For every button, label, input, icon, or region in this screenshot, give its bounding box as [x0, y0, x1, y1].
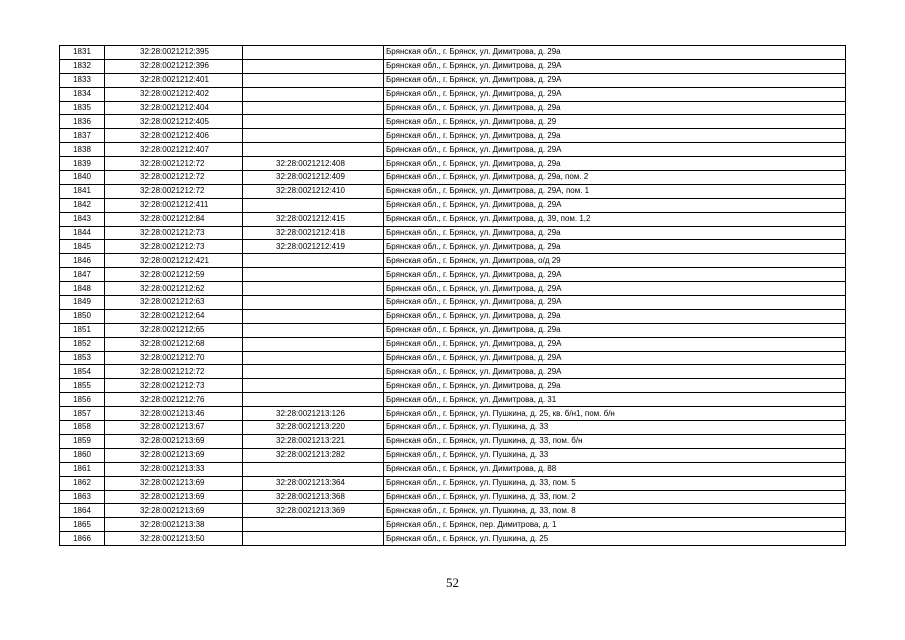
cadastral-number-cell: 32:28:0021212:72: [105, 157, 243, 171]
table-row: [60, 129, 846, 143]
cadastral-number-cell: 32:28:0021213:69: [105, 448, 243, 462]
table-row: [60, 226, 846, 240]
address-cell: Брянская обл., г. Брянск, ул. Пушкина, д. 33, пом. 5: [384, 476, 846, 490]
address-cell: Брянская обл., г. Брянск, ул. Димитрова, д. 29а: [384, 226, 846, 240]
cadastral-number-cell: 32:28:0021213:69: [105, 476, 243, 490]
object-cadastral-number-cell: [243, 296, 384, 310]
table-row: [60, 171, 846, 185]
object-cadastral-number-cell: [243, 365, 384, 379]
row-number-cell: 1852: [60, 337, 105, 351]
object-cadastral-number-cell: [243, 115, 384, 129]
row-number-cell: 1856: [60, 393, 105, 407]
cadastral-number-cell: 32:28:0021212:65: [105, 323, 243, 337]
cadastral-number-cell: 32:28:0021212:73: [105, 226, 243, 240]
cadastral-number-cell: 32:28:0021212:72: [105, 171, 243, 185]
object-cadastral-number-cell: [243, 337, 384, 351]
cadastral-number-cell: 32:28:0021213:38: [105, 518, 243, 532]
row-number-cell: 1862: [60, 476, 105, 490]
object-cadastral-number-cell: 32:28:0021213:364: [243, 476, 384, 490]
object-cadastral-number-cell: [243, 393, 384, 407]
table-row: [60, 254, 846, 268]
object-cadastral-number-cell: [243, 518, 384, 532]
cadastral-number-cell: 32:28:0021212:421: [105, 254, 243, 268]
cadastral-number-cell: 32:28:0021212:404: [105, 101, 243, 115]
table-row: [60, 407, 846, 421]
address-cell: Брянская обл., г. Брянск, ул. Пушкина, д. 33: [384, 421, 846, 435]
row-number-cell: 1863: [60, 490, 105, 504]
address-cell: Брянская обл., г. Брянск, ул. Димитрова, д. 29а: [384, 101, 846, 115]
row-number-cell: 1838: [60, 143, 105, 157]
address-cell: Брянская обл., г. Брянск, ул. Димитрова, д. 29а: [384, 157, 846, 171]
object-cadastral-number-cell: [243, 59, 384, 73]
object-cadastral-number-cell: [243, 254, 384, 268]
row-number-cell: 1858: [60, 421, 105, 435]
object-cadastral-number-cell: 32:28:0021213:220: [243, 421, 384, 435]
table-row: [60, 87, 846, 101]
row-number-cell: 1836: [60, 115, 105, 129]
cadastral-table: [59, 45, 846, 546]
address-cell: Брянская обл., г. Брянск, ул. Димитрова, д. 29А: [384, 337, 846, 351]
row-number-cell: 1861: [60, 462, 105, 476]
table-row: [60, 240, 846, 254]
object-cadastral-number-cell: [243, 323, 384, 337]
address-cell: Брянская обл., г. Брянск, пер. Димитрова, д. 1: [384, 518, 846, 532]
address-cell: Брянская обл., г. Брянск, ул. Димитрова, д. 88: [384, 462, 846, 476]
table-row: [60, 296, 846, 310]
table-row: [60, 337, 846, 351]
row-number-cell: 1849: [60, 296, 105, 310]
table-row: [60, 532, 846, 546]
cadastral-number-cell: 32:28:0021212:405: [105, 115, 243, 129]
table-row: [60, 46, 846, 60]
row-number-cell: 1832: [60, 59, 105, 73]
table-row: [60, 448, 846, 462]
object-cadastral-number-cell: [243, 87, 384, 101]
cadastral-number-cell: 32:28:0021212:395: [105, 46, 243, 60]
row-number-cell: 1845: [60, 240, 105, 254]
object-cadastral-number-cell: 32:28:0021212:410: [243, 184, 384, 198]
row-number-cell: 1834: [60, 87, 105, 101]
address-cell: Брянская обл., г. Брянск, ул. Пушкина, д. 33, пом. б/н: [384, 434, 846, 448]
object-cadastral-number-cell: [243, 73, 384, 87]
cadastral-number-cell: 32:28:0021212:406: [105, 129, 243, 143]
row-number-cell: 1848: [60, 282, 105, 296]
table-row: [60, 59, 846, 73]
row-number-cell: 1837: [60, 129, 105, 143]
cadastral-number-cell: 32:28:0021212:402: [105, 87, 243, 101]
row-number-cell: 1857: [60, 407, 105, 421]
table-row: [60, 365, 846, 379]
cadastral-number-cell: 32:28:0021212:64: [105, 309, 243, 323]
address-cell: Брянская обл., г. Брянск, ул. Димитрова, д. 29А: [384, 351, 846, 365]
cadastral-number-cell: 32:28:0021213:50: [105, 532, 243, 546]
address-cell: Брянская обл., г. Брянск, ул. Димитрова, д. 39, пом. 1,2: [384, 212, 846, 226]
object-cadastral-number-cell: 32:28:0021212:419: [243, 240, 384, 254]
row-number-cell: 1865: [60, 518, 105, 532]
object-cadastral-number-cell: 32:28:0021213:369: [243, 504, 384, 518]
address-cell: Брянская обл., г. Брянск, ул. Димитрова, д. 29А: [384, 296, 846, 310]
table-row: [60, 518, 846, 532]
address-cell: Брянская обл., г. Брянск, ул. Пушкина, д. 25: [384, 532, 846, 546]
address-cell: Брянская обл., г. Брянск, ул. Пушкина, д. 33: [384, 448, 846, 462]
table-row: [60, 309, 846, 323]
row-number-cell: 1835: [60, 101, 105, 115]
address-cell: Брянская обл., г. Брянск, ул. Димитрова, д. 31: [384, 393, 846, 407]
object-cadastral-number-cell: 32:28:0021213:221: [243, 434, 384, 448]
table-row: [60, 143, 846, 157]
cadastral-number-cell: 32:28:0021212:407: [105, 143, 243, 157]
cadastral-number-cell: 32:28:0021212:72: [105, 184, 243, 198]
address-cell: Брянская обл., г. Брянск, ул. Димитрова, д. 29А: [384, 87, 846, 101]
address-cell: Брянская обл., г. Брянск, ул. Димитрова, д. 29А: [384, 268, 846, 282]
cadastral-number-cell: 32:28:0021212:59: [105, 268, 243, 282]
address-cell: Брянская обл., г. Брянск, ул. Димитрова, д. 29А: [384, 59, 846, 73]
object-cadastral-number-cell: 32:28:0021213:368: [243, 490, 384, 504]
cadastral-number-cell: 32:28:0021212:84: [105, 212, 243, 226]
table-row: [60, 101, 846, 115]
cadastral-number-cell: 32:28:0021212:70: [105, 351, 243, 365]
object-cadastral-number-cell: 32:28:0021212:409: [243, 171, 384, 185]
row-number-cell: 1854: [60, 365, 105, 379]
table-row: [60, 379, 846, 393]
address-cell: Брянская обл., г. Брянск, ул. Димитрова, д. 29: [384, 115, 846, 129]
object-cadastral-number-cell: [243, 351, 384, 365]
address-cell: Брянская обл., г. Брянск, ул. Димитрова, д. 29а, пом. 2: [384, 171, 846, 185]
row-number-cell: 1851: [60, 323, 105, 337]
address-cell: Брянская обл., г. Брянск, ул. Димитрова, д. 29А: [384, 143, 846, 157]
table-row: [60, 198, 846, 212]
table-row: [60, 115, 846, 129]
table-row: [60, 351, 846, 365]
object-cadastral-number-cell: [243, 268, 384, 282]
row-number-cell: 1831: [60, 46, 105, 60]
address-cell: Брянская обл., г. Брянск, ул. Димитрова, д. 29А: [384, 365, 846, 379]
row-number-cell: 1846: [60, 254, 105, 268]
table-row: [60, 157, 846, 171]
row-number-cell: 1844: [60, 226, 105, 240]
row-number-cell: 1843: [60, 212, 105, 226]
table-row: [60, 323, 846, 337]
address-cell: Брянская обл., г. Брянск, ул. Димитрова, д. 29а: [384, 240, 846, 254]
row-number-cell: 1839: [60, 157, 105, 171]
page-number: 52: [446, 575, 459, 590]
object-cadastral-number-cell: 32:28:0021212:418: [243, 226, 384, 240]
object-cadastral-number-cell: [243, 198, 384, 212]
row-number-cell: 1833: [60, 73, 105, 87]
object-cadastral-number-cell: 32:28:0021212:408: [243, 157, 384, 171]
object-cadastral-number-cell: [243, 379, 384, 393]
object-cadastral-number-cell: [243, 101, 384, 115]
address-cell: Брянская обл., г. Брянск, ул. Димитрова, д. 29А: [384, 73, 846, 87]
row-number-cell: 1842: [60, 198, 105, 212]
address-cell: Брянская обл., г. Брянск, ул. Пушкина, д. 25, кв. б/н1, пом. б/н: [384, 407, 846, 421]
address-cell: Брянская обл., г. Брянск, ул. Пушкина, д. 33, пом. 2: [384, 490, 846, 504]
table-row: [60, 434, 846, 448]
cadastral-number-cell: 32:28:0021212:73: [105, 379, 243, 393]
cadastral-number-cell: 32:28:0021212:62: [105, 282, 243, 296]
row-number-cell: 1847: [60, 268, 105, 282]
object-cadastral-number-cell: [243, 129, 384, 143]
object-cadastral-number-cell: [243, 532, 384, 546]
table-row: [60, 462, 846, 476]
row-number-cell: 1841: [60, 184, 105, 198]
cadastral-number-cell: 32:28:0021212:396: [105, 59, 243, 73]
table-row: [60, 73, 846, 87]
address-cell: Брянская обл., г. Брянск, ул. Димитрова, д. 29А, пом. 1: [384, 184, 846, 198]
table-row: [60, 268, 846, 282]
address-cell: Брянская обл., г. Брянск, ул. Димитрова, д. 29а: [384, 379, 846, 393]
cadastral-number-cell: 32:28:0021212:411: [105, 198, 243, 212]
cadastral-number-cell: 32:28:0021213:69: [105, 504, 243, 518]
address-cell: Брянская обл., г. Брянск, ул. Димитрова, д. 29а: [384, 46, 846, 60]
cadastral-number-cell: 32:28:0021213:33: [105, 462, 243, 476]
table-row: [60, 212, 846, 226]
cadastral-number-cell: 32:28:0021212:401: [105, 73, 243, 87]
object-cadastral-number-cell: [243, 282, 384, 296]
address-cell: Брянская обл., г. Брянск, ул. Димитрова, д. 29А: [384, 198, 846, 212]
address-cell: Брянская обл., г. Брянск, ул. Димитрова, д. 29а: [384, 309, 846, 323]
cadastral-number-cell: 32:28:0021212:63: [105, 296, 243, 310]
address-cell: Брянская обл., г. Брянск, ул. Пушкина, д. 33, пом. 8: [384, 504, 846, 518]
address-cell: Брянская обл., г. Брянск, ул. Димитрова, д. 29А: [384, 282, 846, 296]
object-cadastral-number-cell: 32:28:0021213:126: [243, 407, 384, 421]
table-row: [60, 504, 846, 518]
table-row: [60, 184, 846, 198]
object-cadastral-number-cell: [243, 462, 384, 476]
address-cell: Брянская обл., г. Брянск, ул. Димитрова, о/д 29: [384, 254, 846, 268]
row-number-cell: 1859: [60, 434, 105, 448]
cadastral-number-cell: 32:28:0021212:68: [105, 337, 243, 351]
row-number-cell: 1853: [60, 351, 105, 365]
cadastral-number-cell: 32:28:0021212:73: [105, 240, 243, 254]
table-row: [60, 393, 846, 407]
table-row: [60, 282, 846, 296]
cadastral-number-cell: 32:28:0021212:76: [105, 393, 243, 407]
object-cadastral-number-cell: [243, 309, 384, 323]
address-cell: Брянская обл., г. Брянск, ул. Димитрова, д. 29а: [384, 323, 846, 337]
cadastral-number-cell: 32:28:0021212:72: [105, 365, 243, 379]
object-cadastral-number-cell: 32:28:0021212:415: [243, 212, 384, 226]
cadastral-number-cell: 32:28:0021213:69: [105, 490, 243, 504]
table-row: [60, 476, 846, 490]
row-number-cell: 1864: [60, 504, 105, 518]
row-number-cell: 1860: [60, 448, 105, 462]
row-number-cell: 1850: [60, 309, 105, 323]
object-cadastral-number-cell: 32:28:0021213:282: [243, 448, 384, 462]
object-cadastral-number-cell: [243, 143, 384, 157]
table-row: [60, 490, 846, 504]
row-number-cell: 1866: [60, 532, 105, 546]
table-body: [60, 46, 846, 546]
address-cell: Брянская обл., г. Брянск, ул. Димитрова, д. 29а: [384, 129, 846, 143]
row-number-cell: 1840: [60, 171, 105, 185]
cadastral-number-cell: 32:28:0021213:69: [105, 434, 243, 448]
row-number-cell: 1855: [60, 379, 105, 393]
table-row: [60, 421, 846, 435]
cadastral-number-cell: 32:28:0021213:67: [105, 421, 243, 435]
cadastral-number-cell: 32:28:0021213:46: [105, 407, 243, 421]
object-cadastral-number-cell: [243, 46, 384, 60]
